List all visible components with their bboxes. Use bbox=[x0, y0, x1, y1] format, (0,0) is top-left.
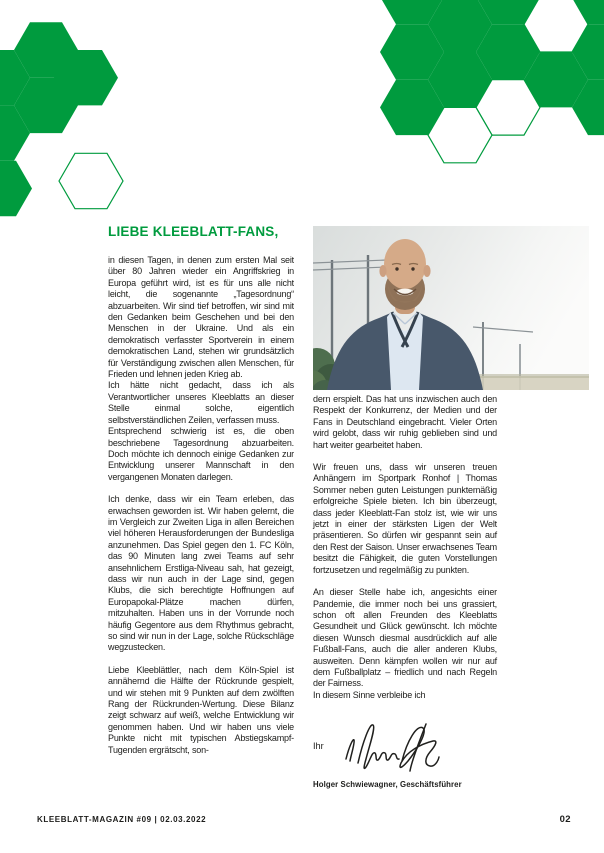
letter-paragraph: Wir freuen uns, dass wir unseren treuen Anhängern im Sportpark Ronhof | Thomas Sommer neben guten Leistungen punktemäßig erfolgreiche Spiele bieten. Ich bin überzeugt, dass jeder Kleeblatt-Fan stolz ist, wie wir uns jetzt in einer der stärksten Ligen der Welt präsentieren. So dürfen wir gespannt sein auf den Rest der Saison. Unser erwachsenes Team besitzt die Fähigkeit, die guten Vorstellungen fortzusetzen und regelmäßig zu punkten. bbox=[313, 462, 497, 575]
letter-paragraph: in diesen Tagen, in denen zum ersten Mal seit über 80 Jahren wieder ein Angriffskrieg in Europa geführt wird, ist es für uns alle nicht leicht, die sogenannte „Tagesordnung“ abzuarbeiten. Wir sind tief betroffen, wir sind mit den Gedanken beim Geschehen und bei den Menschen in der Ukraine. Und als ein demokratisch verfasster Sportverein in einem demokratischen Land, stehen wir grundsätzlich für Verständigung zwischen allen Menschen, für Frieden und lehnen jeden Krieg ab. bbox=[108, 255, 294, 380]
page-title: LIEBE KLEEBLATT-FANS, bbox=[108, 224, 279, 239]
signature-block bbox=[313, 717, 497, 779]
signatory-name: Holger Schwiewagner, Geschäftsführer bbox=[313, 780, 462, 790]
eye-left bbox=[395, 267, 398, 270]
ear-right bbox=[423, 265, 430, 277]
footer-page-number: 02 bbox=[559, 814, 571, 825]
footer-issue: KLEEBLATT-MAGAZIN #09 | 02.03.2022 bbox=[37, 815, 207, 824]
letter-column-2 bbox=[313, 394, 497, 791]
letter-paragraph: Entsprechend schwierig ist es, die oben beschriebene Tagesordnung abzuarbeiten. Doch möchte ich dennoch einige Gedanken zur Entwicklung unserer Mannschaft in den vergangenen Monaten darlegen. bbox=[108, 426, 294, 482]
hexagon-decoration-top-left bbox=[0, 0, 180, 250]
letter-paragraph: Ich hätte nicht gedacht, dass ich als Verantwortlicher unseres Kleeblatts an dieser Stelle einmal solche, eigentlich selbstverständlichen Zeilen, verfassen muss. bbox=[108, 380, 294, 425]
letter-paragraph: Ich denke, dass wir ein Team erleben, das erwachsen geworden ist. Wir haben gelernt, die im Vergleich zur Zweiten Liga in allen Bereichen viel höheren Herausforderungen der Bundesliga anzunehmen. Das Spiel gegen den 1. FC Köln, das 90 Minuten lang zwei Teams auf sehr ansehnlichem Erstliga-Niveau sah, hat gezeigt, dass wir nun auch in der Lage sind, gegen Klubs, die sich berechtigte Hoffnungen auf Europapokal-Plätze machen dürfen, mitzuhalten. Haben uns in der Vorrunde noch häufig Gegentore aus dem Rhythmus gebracht, so sind wir nun in der Lage, solche Rückschläge wegzustecken. bbox=[108, 494, 294, 653]
portrait-photo bbox=[313, 226, 589, 390]
hexagon-decoration-top-right bbox=[374, 0, 604, 168]
ear-left bbox=[379, 265, 386, 277]
closing-salutation: Ihr bbox=[313, 741, 324, 752]
letter-paragraph: An dieser Stelle habe ich, angesichts einer Pandemie, die immer noch bei uns grassiert, schon oft allen Freunden des Kleeblatts Gesundheit und Glück gewünscht. Ich möchte diesen Wunsch diesmal ausdrücklich auf alle Fußball-Fans, auch die aller anderen Klubs, ausweiten. Denn kämpfen wollen wir nur auf dem Fußballplatz – friedlich und nach Regeln der Fairness. bbox=[313, 587, 497, 689]
eye-right bbox=[411, 267, 414, 270]
letter-paragraph: dern erspielt. Das hat uns inzwischen auch den Respekt der Konkurrenz, der Medien und der Fans in Deutschland eingebracht. Vieler Orten wird gelobt, dass wir ruhig geblieben sind und hart weiter gearbeitet haben. bbox=[313, 394, 497, 450]
letter-paragraph: Liebe Kleeblättler, nach dem Köln-Spiel ist annähernd die Hälfte der Rückrunde gespielt, und wir stehen mit 9 Punkten auf dem zwölften Rang der Rückrunden-Wertung. Diese Bilanz zeigt schwarz auf weiß, welche Entwicklung wir genommen haben. Und wir haben uns viele Punkte nicht mit typischen Abstiegskampf-Tugenden ergrätscht, son- bbox=[108, 664, 294, 755]
face bbox=[384, 239, 426, 289]
page-footer bbox=[37, 814, 571, 825]
letter-column-1 bbox=[108, 255, 294, 815]
signature-handwriting bbox=[339, 713, 443, 775]
letter-paragraph: In diesem Sinne verbleibe ich bbox=[313, 689, 426, 700]
